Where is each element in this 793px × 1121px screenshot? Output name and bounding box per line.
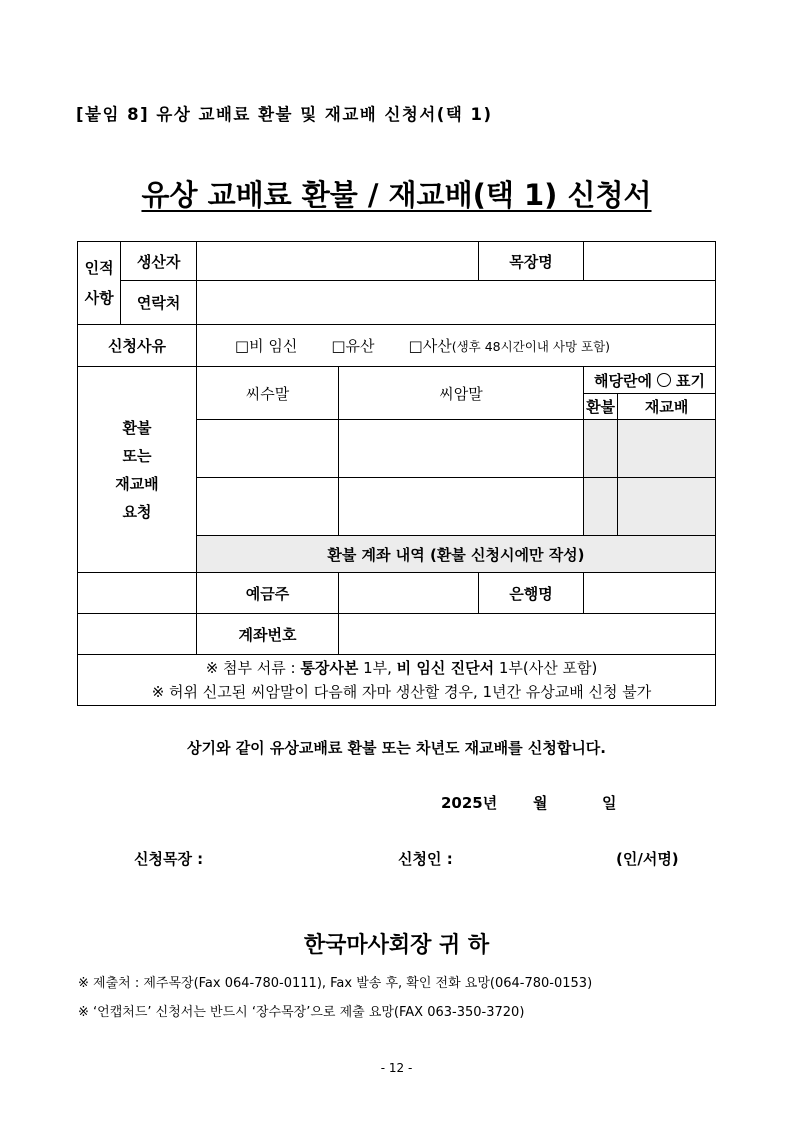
attachment-note: ※ 첨부 서류 : 통장사본 1부, 비 임신 진단서 1부(사산 포함): [205, 659, 598, 677]
reason-options: [196, 325, 715, 367]
submission-note: ※ 제출처 : 제주목장(Fax 064-780-0111), Fax 발송 후, 확인 전화 요망(064-780-0153): [78, 976, 593, 991]
date-day: 일: [602, 794, 617, 812]
account-number-label: 계좌번호: [196, 614, 338, 655]
mark-header: 해당란에 표기: [583, 367, 715, 394]
reason-label: 신청사유: [78, 325, 197, 367]
reason-miscarriage-checkbox[interactable]: □유산: [331, 337, 375, 355]
application-statement: 상기와 같이 유상교배료 환불 또는 차년도 재교배를 신청합니다.: [187, 739, 606, 757]
depositor-label: 예금주: [196, 573, 338, 614]
refund-header: 환불: [583, 394, 617, 420]
farm-name-field[interactable]: [583, 242, 715, 281]
circle-symbol-icon: [657, 373, 671, 387]
date-month: 월: [533, 794, 548, 812]
form-title: 유상 교배료 환불 / 재교배(택 1) 신청서: [141, 178, 652, 212]
farm-signature-label: 신청목장 :: [134, 850, 204, 868]
contact-label: 연락처: [121, 281, 197, 325]
reason-stillbirth-checkbox[interactable]: □사산(생후 48시간이내 사망 포함): [408, 337, 611, 355]
refund-mark-2[interactable]: [583, 478, 617, 536]
rebreed-mark-2[interactable]: [618, 478, 716, 536]
rebreed-mark-1[interactable]: [618, 420, 716, 478]
contact-field[interactable]: [196, 281, 715, 325]
account-number-field[interactable]: [339, 614, 716, 655]
application-form-table: [77, 241, 716, 706]
stallion-header: 씨수말: [196, 367, 338, 420]
mare-header: 씨암말: [339, 367, 584, 420]
request-label: 환불 또는 재교배 요청: [78, 367, 197, 573]
applicant-label: 신청인 :: [398, 850, 453, 868]
personal-info-label: 인적 사항: [78, 242, 121, 325]
depositor-field[interactable]: [339, 573, 479, 614]
bank-name-field[interactable]: [583, 573, 715, 614]
addressee: 한국마사회장 귀 하: [303, 933, 490, 958]
bank-name-label: 은행명: [479, 573, 584, 614]
producer-label: 생산자: [121, 242, 197, 281]
refund-mark-1[interactable]: [583, 420, 617, 478]
attachment-notes: [78, 655, 716, 706]
false-report-note: ※ 허위 신고된 씨암말이 다음해 자마 생산할 경우, 1년간 유상교배 신청 불가: [151, 683, 652, 701]
uncaptured-note: ※ ‘언캡처드’ 신청서는 반드시 ‘장수목장’으로 제출 요망(FAX 063-350-3720): [78, 1005, 525, 1020]
reason-not-pregnant-checkbox[interactable]: □비 임신: [234, 337, 298, 355]
seal-signature-label: (인/서명): [616, 850, 679, 868]
attachment-title: [붙임 8] 유상 교배료 환불 및 재교배 신청서(택 1): [76, 105, 493, 124]
date-year: 2025년: [441, 794, 498, 812]
page-number: - 12 -: [380, 1061, 413, 1075]
stallion-field-1[interactable]: [196, 420, 338, 478]
rebreed-header: 재교배: [618, 394, 716, 420]
mare-field-1[interactable]: [339, 420, 584, 478]
producer-field[interactable]: [196, 242, 478, 281]
mare-field-2[interactable]: [339, 478, 584, 536]
stallion-field-2[interactable]: [196, 478, 338, 536]
account-details-header: 환불 계좌 내역 (환불 신청시에만 작성): [196, 536, 715, 573]
farm-name-label: 목장명: [479, 242, 584, 281]
